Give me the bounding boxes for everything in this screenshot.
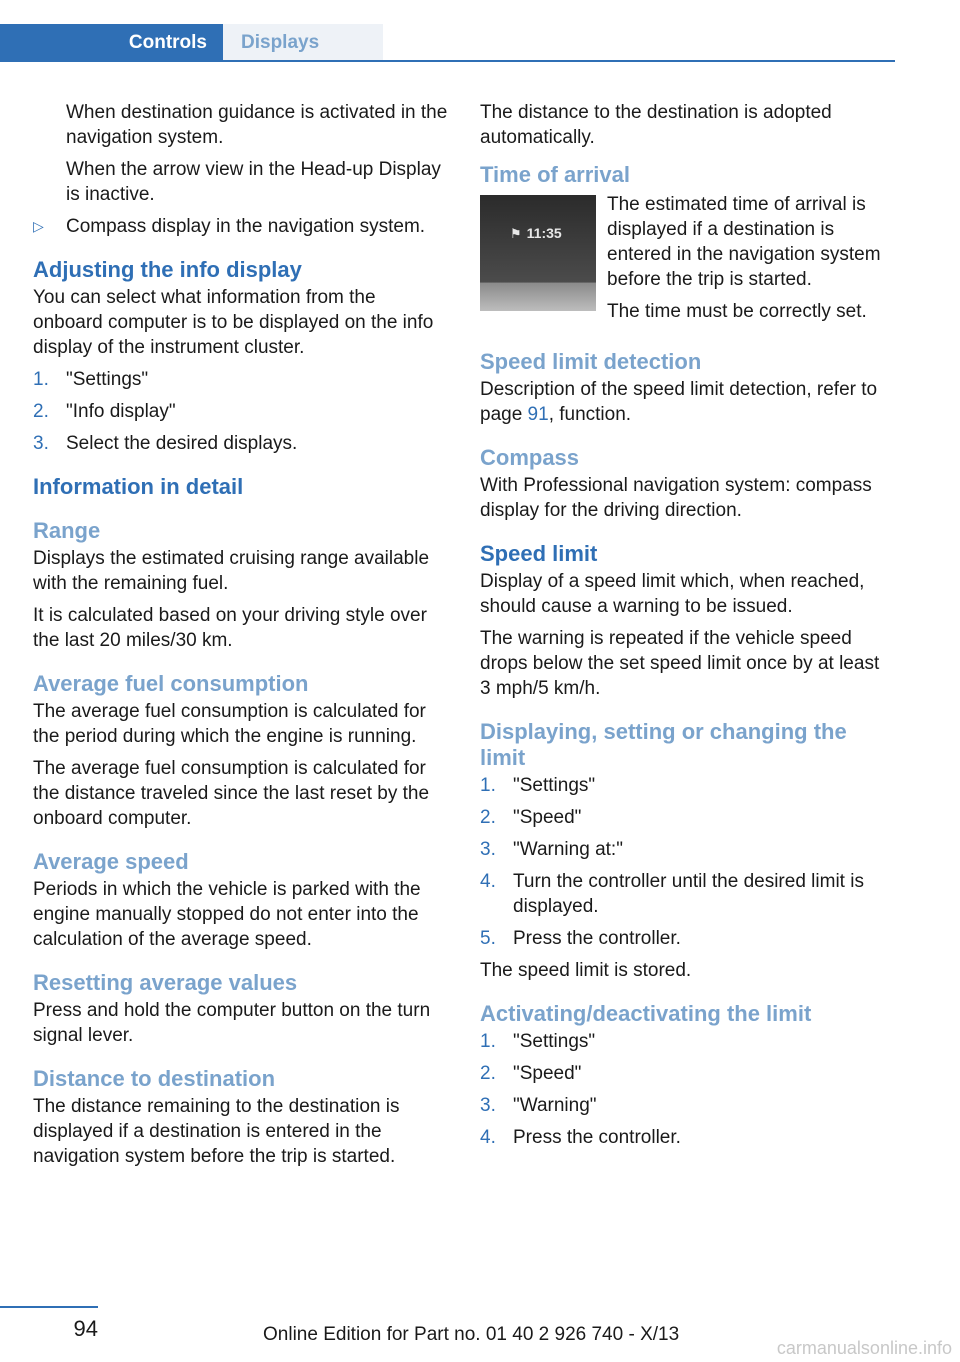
- section-tab-controls[interactable]: Controls: [0, 24, 223, 62]
- paragraph: Display of a speed limit which, when reached, should cause a warning to be issued.: [480, 571, 865, 617]
- page-number: 94: [73, 1316, 98, 1341]
- arrival-figure-row: [480, 192, 895, 331]
- paragraph: Description of the speed limit detection, refer to page 91, function.: [480, 379, 878, 425]
- paragraph: Periods in which the vehicle is parked with the engine manually stopped do not enter into the calculation of the average speed.: [33, 879, 421, 950]
- list-item: 1. "Settings": [33, 369, 149, 390]
- heading-activating-limit: Activating/deactivating the limit: [480, 1001, 812, 1026]
- list-item: 3. "Warning at:": [480, 839, 623, 860]
- paragraph: Displays the estimated cruising range available with the remaining fuel.: [33, 548, 430, 594]
- heading-speed-limit: Speed limit: [480, 541, 598, 566]
- heading-information-in-detail: Information in detail: [33, 474, 244, 499]
- intro-paragraph-2: When the arrow view in the Head-up Display is inactive.: [66, 159, 441, 205]
- bullet-list: [33, 214, 448, 239]
- header-rule: [0, 60, 895, 62]
- site-watermark: carmanualsonline.info: [776, 1338, 952, 1358]
- triangle-bullet-icon: ▷: [33, 218, 44, 234]
- edition-note: Online Edition for Part no. 01 40 2 926 740 - X/13: [263, 1324, 680, 1345]
- paragraph: The time must be correctly set.: [607, 301, 867, 322]
- heading-resetting-average-values: Resetting average values: [33, 970, 298, 995]
- heading-compass: Compass: [480, 445, 580, 470]
- paragraph: Press and hold the computer button on the turn signal lever.: [33, 1000, 431, 1046]
- paragraph: The distance remaining to the destination is displayed if a destination is entered in the navigation system before the trip is started.: [33, 1096, 400, 1167]
- adjust-steps-list: [33, 367, 448, 456]
- paragraph: The distance to the destination is adopted automatically.: [480, 102, 832, 148]
- heading-average-fuel-consumption: Average fuel consumption: [33, 671, 309, 696]
- left-column: [33, 100, 448, 1176]
- activate-steps-list: [480, 1029, 895, 1150]
- heading-time-of-arrival: Time of arrival: [480, 162, 630, 187]
- list-item: 3. Select the desired displays.: [33, 433, 298, 454]
- paragraph: It is calculated based on your driving style over the last 20 miles/30 km.: [33, 605, 427, 651]
- paragraph: The estimated time of arrival is displayed if a destination is entered in the navigation system before the trip is started.: [607, 194, 881, 290]
- list-item: 3. "Warning": [480, 1095, 597, 1116]
- list-item: 2. "Info display": [33, 401, 176, 422]
- list-item: ▷ Compass display in the navigation system.: [33, 216, 426, 237]
- list-item: 2. "Speed": [480, 1063, 582, 1084]
- paragraph: The speed limit is stored.: [480, 960, 692, 981]
- arrival-display-image: [480, 195, 596, 311]
- list-item: 5. Press the controller.: [480, 928, 681, 949]
- arrival-clock-readout: 11:35: [526, 225, 562, 241]
- page-reference-link[interactable]: 91: [527, 404, 549, 425]
- list-item: 4. Press the controller.: [480, 1127, 681, 1148]
- paragraph: The warning is repeated if the vehicle speed drops below the set speed limit once by at least 3 mph/5 km/h.: [480, 628, 880, 699]
- right-column: [480, 100, 895, 1157]
- intro-paragraph-1: When destination guidance is activated in the navigation system.: [66, 102, 448, 148]
- list-item: 1. "Settings": [480, 775, 596, 796]
- section-tab-displays[interactable]: Displays: [223, 24, 383, 62]
- paragraph: You can select what information from the onboard computer is to be displayed on the info display of the instrument cluster.: [33, 287, 434, 358]
- set-steps-list: [480, 773, 895, 951]
- footer-rule: [0, 1306, 98, 1308]
- paragraph: The average fuel consumption is calculated for the period during which the engine is running.: [33, 701, 426, 747]
- paragraph: With Professional navigation system: compass display for the driving direction.: [480, 475, 872, 521]
- page-header: [0, 0, 895, 62]
- list-item: 4. Turn the controller until the desired limit is displayed.: [480, 871, 864, 917]
- heading-setting-limit: Displaying, setting or changing the limit: [480, 719, 847, 770]
- heading-adjusting-info-display: Adjusting the info display: [33, 257, 302, 282]
- heading-average-speed: Average speed: [33, 849, 189, 874]
- navigation-flag-icon: ⚑: [510, 226, 522, 241]
- heading-distance-to-destination: Distance to destination: [33, 1066, 276, 1091]
- list-item: 2. "Speed": [480, 807, 582, 828]
- heading-speed-limit-detection: Speed limit detection: [480, 349, 702, 374]
- paragraph: The average fuel consumption is calculated for the distance traveled since the last reset by the onboard computer.: [33, 758, 430, 829]
- list-item: 1. "Settings": [480, 1031, 596, 1052]
- heading-range: Range: [33, 518, 101, 543]
